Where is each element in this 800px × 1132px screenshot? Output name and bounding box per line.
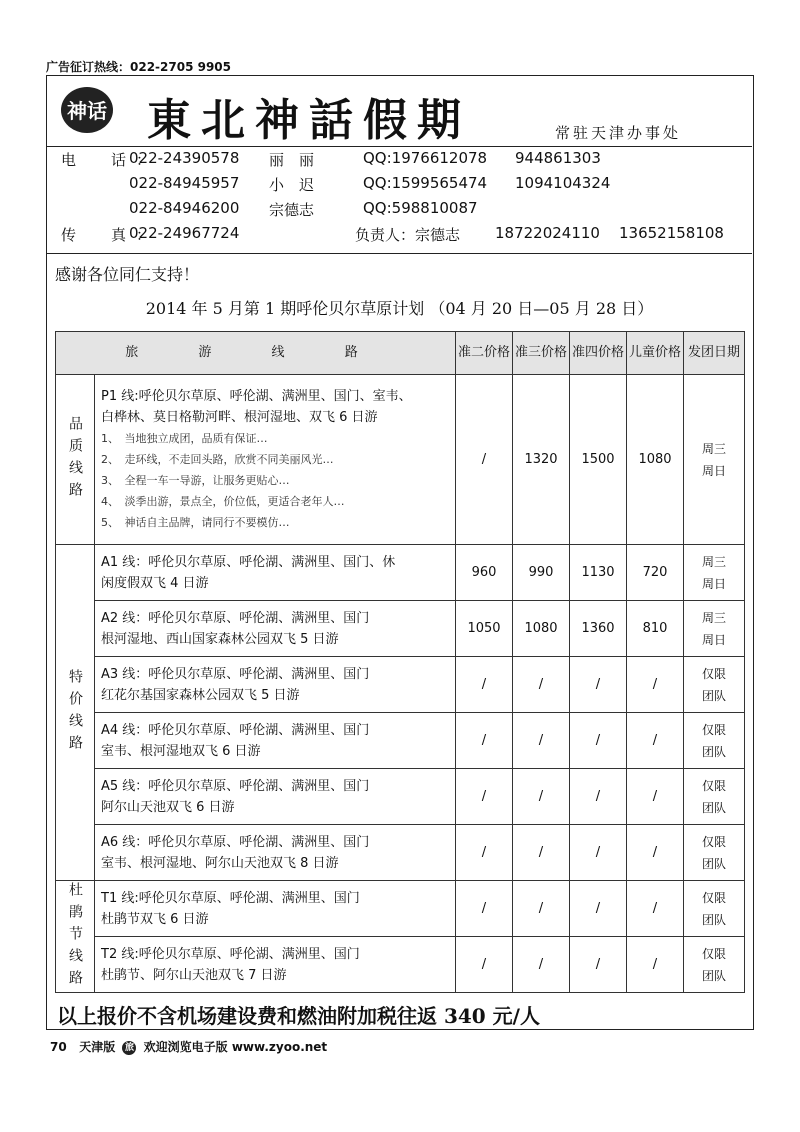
date-line: 团队 <box>701 912 726 927</box>
route-line: 白桦林、莫日格勒河畔、根河湿地、双飞 6 日游 <box>101 410 378 425</box>
price-4: / <box>570 769 627 825</box>
responsible-person: 负责人：宗德志 <box>355 226 461 244</box>
contact-qq: QQ:1976612078 <box>363 149 488 167</box>
contact-name: 丽 丽 <box>269 151 315 169</box>
price-3: / <box>513 937 570 993</box>
route-line: 闲度假双飞 4 日游 <box>101 575 209 591</box>
departure-date <box>684 657 745 713</box>
route-line: A4 线：呼伦贝尔草原、呼伦湖、满洲里、国门 <box>101 722 370 738</box>
thanks-text: 感谢各位同仁支持！ <box>55 265 200 284</box>
date-line: 仅限 <box>701 890 726 905</box>
contact-qq: QQ:598810087 <box>363 199 478 217</box>
price-4: / <box>570 825 627 881</box>
route-cell <box>95 769 456 825</box>
category-cuckoo: 杜鹃节线路 <box>56 881 95 993</box>
route-note: 2、 走环线，不走回头路，欣赏不同美丽风光… <box>101 453 334 466</box>
contact-qq-alt: 1094104324 <box>515 174 611 192</box>
date-line: 仅限 <box>701 778 726 793</box>
route-cell <box>95 825 456 881</box>
page-number: 70 <box>50 1040 67 1054</box>
date-line: 团队 <box>701 856 726 871</box>
promo-text: 欢迎浏览电子版 <box>143 1040 228 1054</box>
table-row <box>56 825 745 881</box>
price-child: / <box>627 657 684 713</box>
contact-row <box>59 224 749 249</box>
departure-date <box>684 375 745 545</box>
route-note: 3、 全程一车一导游，让服务更贴心… <box>101 474 290 487</box>
price-3: / <box>513 657 570 713</box>
price-child: / <box>627 769 684 825</box>
route-line: 根河湿地、西山国家森林公园双飞 5 日游 <box>101 631 339 647</box>
date-line: 团队 <box>701 688 726 703</box>
price-child: / <box>627 937 684 993</box>
header-price-4: 准四价格 <box>570 332 627 375</box>
price-4: 1500 <box>570 375 627 545</box>
departure-date <box>684 713 745 769</box>
price-child: 810 <box>627 601 684 657</box>
price-4: / <box>570 937 627 993</box>
price-4: / <box>570 881 627 937</box>
date-line: 周日 <box>701 463 726 478</box>
departure-date <box>684 825 745 881</box>
price-3: 1320 <box>513 375 570 545</box>
price-3: / <box>513 769 570 825</box>
contact-qq: QQ:1599565474 <box>363 174 488 192</box>
price-3: / <box>513 825 570 881</box>
category-special: 特价线路 <box>56 545 95 881</box>
header-price-3: 准三价格 <box>513 332 570 375</box>
price-2: 1050 <box>456 601 513 657</box>
page-footer <box>50 1038 327 1055</box>
plan-title: 2014 年 5 月第 1 期呼伦贝尔草原计划 （04 月 20 日—05 月 28 日） <box>145 299 654 318</box>
route-cell <box>95 601 456 657</box>
header-date: 发团日期 <box>684 332 745 375</box>
table-row <box>56 601 745 657</box>
route-line: 杜鹃节、阿尔山天池双飞 7 日游 <box>101 967 287 983</box>
price-2: / <box>456 657 513 713</box>
ad-frame <box>46 75 754 1030</box>
price-2: / <box>456 937 513 993</box>
logo-text: 神话 <box>67 99 107 123</box>
route-line: A6 线：呼伦贝尔草原、呼伦湖、满洲里、国门 <box>101 834 370 850</box>
price-3: / <box>513 881 570 937</box>
contact-name: 宗德志 <box>269 201 315 219</box>
header-price-child: 儿童价格 <box>627 332 684 375</box>
edition-label: 天津版 <box>79 1040 116 1054</box>
price-2: / <box>456 713 513 769</box>
ad-hotline: 广告征订热线：022-2705 9905 <box>46 60 232 74</box>
office-label: 常驻天津办事处 <box>555 124 682 142</box>
price-4: / <box>570 713 627 769</box>
date-line: 团队 <box>701 744 726 759</box>
category-quality: 品质线路 <box>56 375 95 545</box>
route-line: T1 线:呼伦贝尔草原、呼伦湖、满洲里、国门 <box>101 890 360 906</box>
departure-date <box>684 937 745 993</box>
contact-row <box>59 199 749 224</box>
date-line: 仅限 <box>701 722 726 737</box>
route-line: A2 线：呼伦贝尔草原、呼伦湖、满洲里、国门 <box>101 610 370 626</box>
date-line: 周三 <box>701 610 726 625</box>
brand-banner <box>47 76 752 147</box>
date-line: 团队 <box>701 800 726 815</box>
fax-number: 022-24967724 <box>129 224 240 242</box>
route-note: 4、 淡季出游，景点全，价位低，更适合老年人… <box>101 495 345 508</box>
route-table <box>55 331 745 993</box>
route-line: 阿尔山天池双飞 6 日游 <box>101 799 235 815</box>
date-line: 周日 <box>701 632 726 647</box>
price-3: 1080 <box>513 601 570 657</box>
date-line: 仅限 <box>701 946 726 961</box>
route-line: P1 线:呼伦贝尔草原、呼伦湖、满洲里、国门、室韦、 <box>101 389 412 404</box>
route-line: A1 线：呼伦贝尔草原、呼伦湖、满洲里、国门、休 <box>101 554 396 570</box>
contact-phone: 022-24390578 <box>129 149 240 167</box>
brand-title: 東北神話假期 <box>147 95 471 146</box>
header-price-2: 准二价格 <box>456 332 513 375</box>
price-4: 1130 <box>570 545 627 601</box>
contact-name: 小 迟 <box>269 176 315 194</box>
route-note: 1、 当地独立成团，品质有保证… <box>101 432 268 445</box>
route-cell <box>95 545 456 601</box>
route-cell <box>95 881 456 937</box>
price-2: / <box>456 375 513 545</box>
date-line: 周日 <box>701 576 726 591</box>
phone-label: 电 话： <box>61 151 162 169</box>
departure-date <box>684 545 745 601</box>
contact-block <box>59 149 749 249</box>
price-child: 1080 <box>627 375 684 545</box>
table-row <box>56 713 745 769</box>
price-child: / <box>627 713 684 769</box>
route-line: 杜鹃节双飞 6 日游 <box>101 911 209 927</box>
route-line: T2 线:呼伦贝尔草原、呼伦湖、满洲里、国门 <box>101 946 360 962</box>
table-row <box>56 657 745 713</box>
price-4: 1360 <box>570 601 627 657</box>
route-line: 室韦、根河湿地双飞 6 日游 <box>101 743 261 759</box>
price-child: / <box>627 825 684 881</box>
site-url[interactable]: www.zyoo.net <box>231 1040 328 1054</box>
contact-row <box>59 149 749 174</box>
table-row <box>56 769 745 825</box>
route-note: 5、 神话自主品牌，请同行不要模仿… <box>101 516 290 529</box>
departure-date <box>684 881 745 937</box>
date-line: 周三 <box>701 554 726 569</box>
brand-logo-icon <box>59 84 115 136</box>
date-line: 周三 <box>701 441 726 456</box>
price-child: / <box>627 881 684 937</box>
contact-qq-alt: 944861303 <box>515 149 601 167</box>
departure-date <box>684 601 745 657</box>
mobile-number: 18722024110 <box>495 224 600 242</box>
mobile-number: 13652158108 <box>619 224 724 242</box>
price-2: 960 <box>456 545 513 601</box>
price-disclaimer: 以上报价不含机场建设费和燃油附加税往返 340 元/人 <box>57 1004 540 1028</box>
contact-phone: 022-84945957 <box>129 174 240 192</box>
route-cell <box>95 657 456 713</box>
price-3: / <box>513 713 570 769</box>
route-line: A3 线：呼伦贝尔草原、呼伦湖、满洲里、国门 <box>101 666 370 682</box>
table-row <box>56 375 745 545</box>
table-row <box>56 937 745 993</box>
price-child: 720 <box>627 545 684 601</box>
route-cell <box>95 937 456 993</box>
route-cell <box>95 375 456 545</box>
price-4: / <box>570 657 627 713</box>
date-line: 仅限 <box>701 666 726 681</box>
header-route: 旅 游 线 路 <box>56 332 456 375</box>
thanks-section <box>47 253 752 284</box>
departure-date <box>684 769 745 825</box>
contact-phone: 022-84946200 <box>129 199 240 217</box>
route-line: A5 线：呼伦贝尔草原、呼伦湖、满洲里、国门 <box>101 778 370 794</box>
date-line: 仅限 <box>701 834 726 849</box>
contact-row <box>59 174 749 199</box>
route-line: 红花尔基国家森林公园双飞 5 日游 <box>101 687 300 703</box>
badge-icon: 旅 <box>122 1041 136 1055</box>
route-line: 室韦、根河湿地、阿尔山天池双飞 8 日游 <box>101 855 339 871</box>
table-row <box>56 881 745 937</box>
date-line: 团队 <box>701 968 726 983</box>
route-cell <box>95 713 456 769</box>
price-2: / <box>456 825 513 881</box>
fax-label: 传 真： <box>61 226 162 244</box>
table-header-row <box>56 332 745 375</box>
table-row <box>56 545 745 601</box>
price-3: 990 <box>513 545 570 601</box>
price-2: / <box>456 881 513 937</box>
price-2: / <box>456 769 513 825</box>
